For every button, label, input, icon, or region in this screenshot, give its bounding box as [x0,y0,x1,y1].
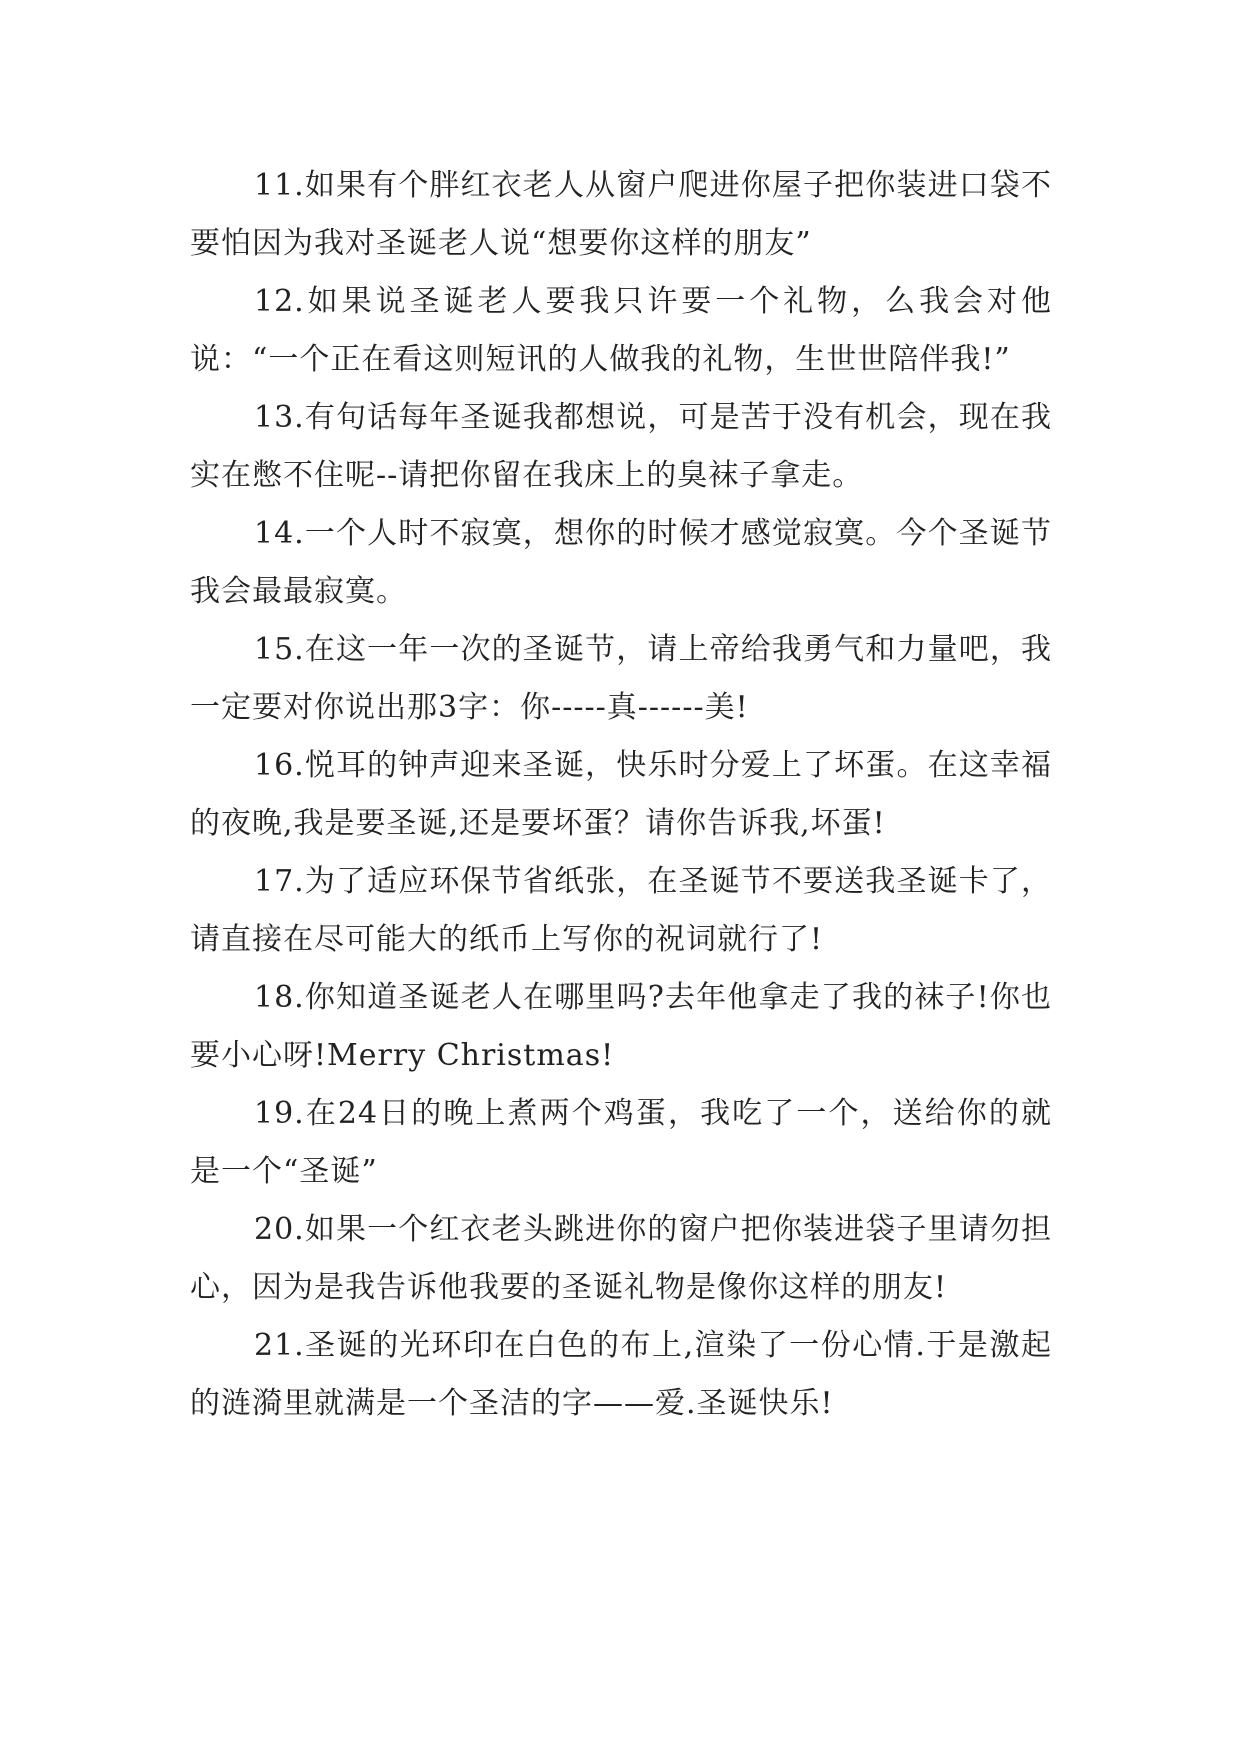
paragraph-16: 16.悦耳的钟声迎来圣诞，快乐时分爱上了坏蛋。在这幸福的夜晚,我是要圣诞,还是要坏蛋？请你告诉我,坏蛋! [190,748,1052,841]
paragraph-14: 14.一个人时不寂寞，想你的时候才感觉寂寞。今个圣诞节我会最最寂寞。 [190,516,1052,609]
paragraph-12: 12.如果说圣诞老人要我只许要一个礼物，么我会对他说：“一个正在看这则短讯的人做我的礼物，生世世陪伴我!” [190,284,1052,377]
document-body [190,157,1052,1433]
paragraph-21: 21.圣诞的光环印在白色的布上,渲染了一份心情.于是激起的涟漪里就满是一个圣洁的字——爱.圣诞快乐! [190,1328,1052,1421]
paragraph-20: 20.如果一个红衣老头跳进你的窗户把你装进袋子里请勿担心，因为是我告诉他我要的圣诞礼物是像你这样的朋友! [190,1212,1052,1305]
paragraph-15: 15.在这一年一次的圣诞节，请上帝给我勇气和力量吧，我一定要对你说出那3字：你-----真------美! [190,632,1052,725]
paragraph-17: 17.为了适应环保节省纸张，在圣诞节不要送我圣诞卡了，请直接在尽可能大的纸币上写你的祝词就行了! [190,864,1052,957]
paragraph-18: 18.你知道圣诞老人在哪里吗?去年他拿走了我的袜子!你也要小心呀!Merry Christmas! [190,980,1052,1073]
paragraph-13: 13.有句话每年圣诞我都想说，可是苦于没有机会，现在我实在憋不住呢--请把你留在我床上的臭袜子拿走。 [190,400,1052,493]
paragraph-19: 19.在24日的晚上煮两个鸡蛋，我吃了一个，送给你的就是一个“圣诞” [190,1096,1052,1189]
paragraph-11: 11.如果有个胖红衣老人从窗户爬进你屋子把你装进口袋不要怕因为我对圣诞老人说“想要你这样的朋友” [190,168,1052,261]
